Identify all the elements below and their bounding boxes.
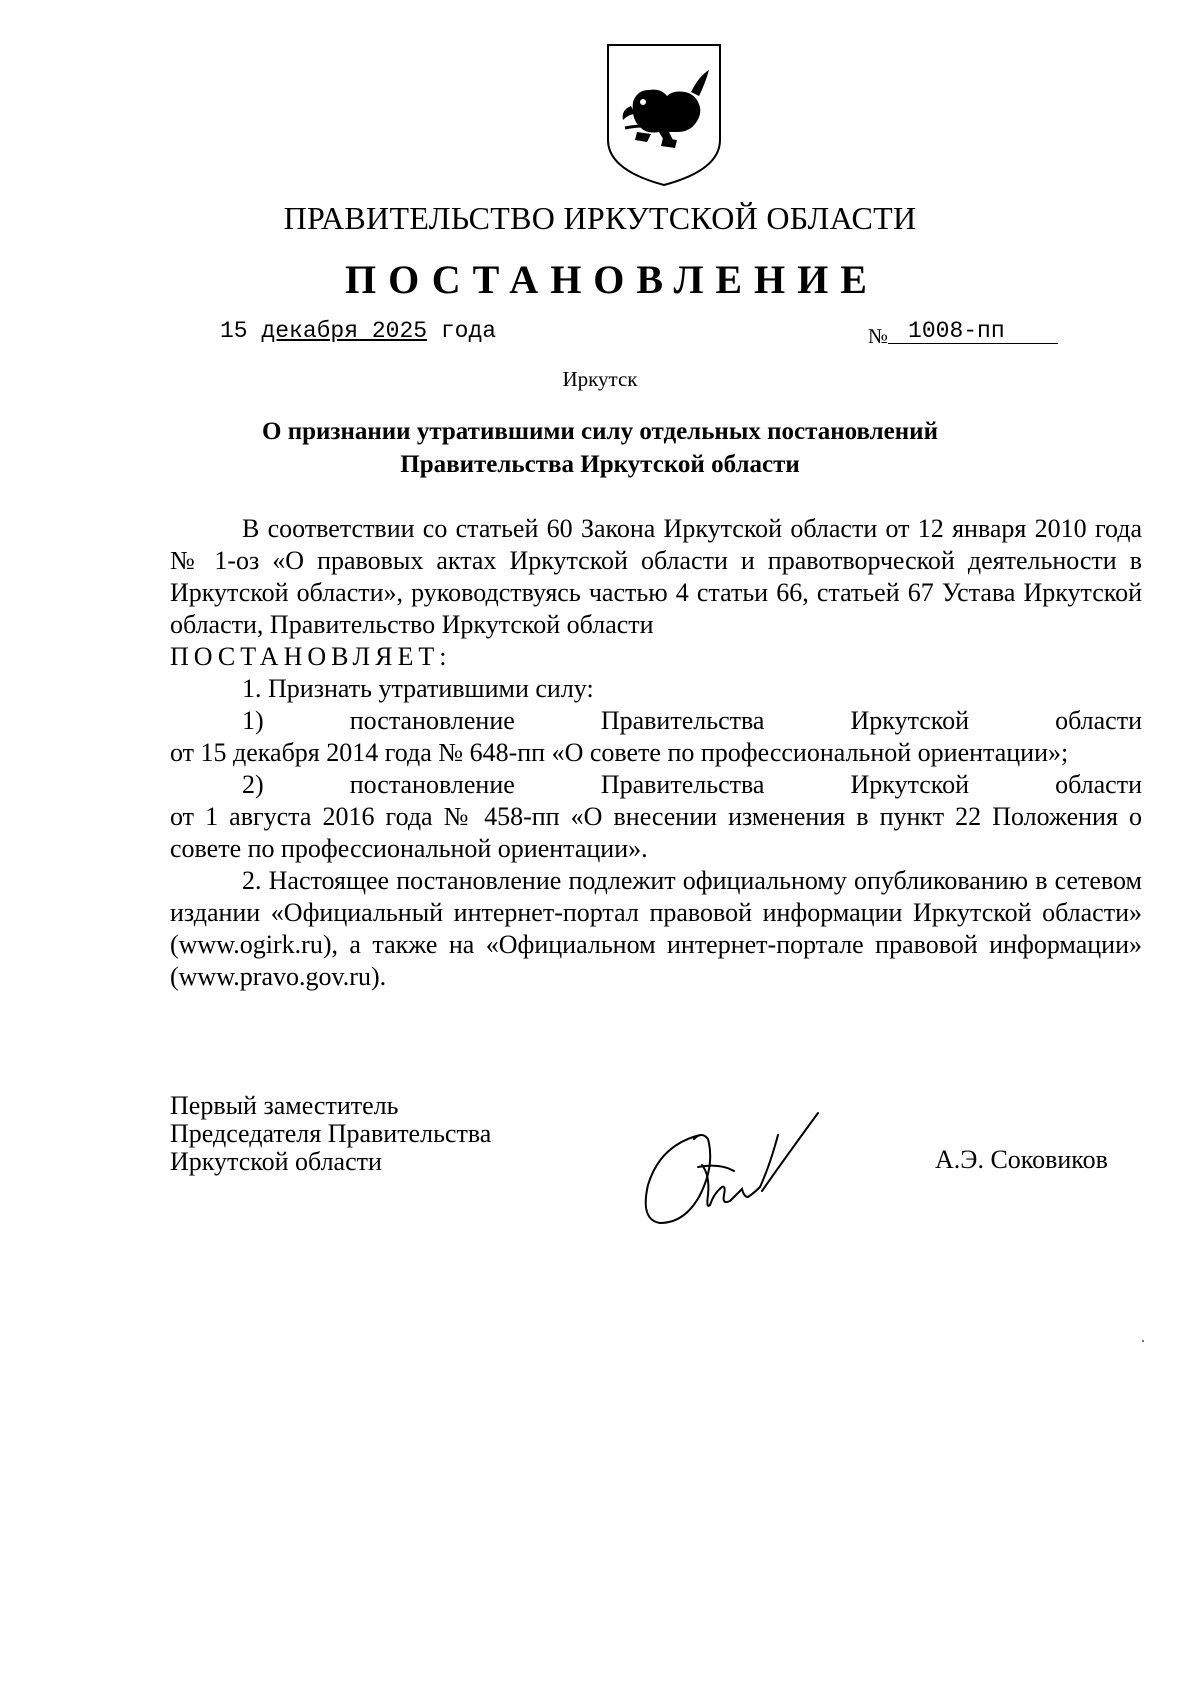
item-1-2-rest: от 1 августа 2016 года № 458-пп «О внесении изменения в пункт 22 Положения о совете по профессиональной ориентации». [170,802,1142,863]
item-2: 2. Настоящее постановление подлежит официальному опубликованию в сетевом издании «Официальный интернет-портал правовой информации Иркутской области» (www.ogirk.ru), а также на «Официальном интернет-портале правовой информации» (www.pravo.gov.ru). [170,866,1142,991]
signer-name: А.Э. Соковиков [935,1145,1108,1174]
item-1-1-rest: от 15 декабря 2014 года № 648-пп «О совете по профессиональной ориентации»; [170,738,1069,767]
document-title [0,415,1200,481]
document-date [220,318,496,344]
government-name: ПРАВИТЕЛЬСТВО ИРКУТСКОЙ ОБЛАСТИ [283,200,917,236]
document-type: ПОСТАНОВЛЕНИЕ [345,257,879,302]
item-1: 1. Признать утратившими силу: [242,674,594,703]
signer-position-line-1: Первый заместитель [170,1091,399,1120]
scan-speck [1142,1340,1144,1342]
title-line-1: О признании утратившими силу отдельных постановлений [262,418,938,445]
handwritten-signature-icon [630,1105,870,1235]
signer-position-line-2: Председателя Правительства [170,1119,492,1148]
number-value: 1008-пп [888,319,1058,344]
document-number [868,318,1058,348]
signer-position-line-3: Иркутской области [170,1147,382,1176]
title-line-2: Правительства Иркутской области [400,451,800,478]
coat-of-arms-icon [603,40,725,190]
preamble-paragraph: В соответствии со статьей 60 Закона Иркутской области от 12 января 2010 года № 1-оз «О правовых актах Иркутской области и правотворческой деятельности в Иркутской области», руководствуясь частью 4 статьи 66, статьей 67 Устава Иркутской области, Правительство Иркутской области [170,514,1142,639]
resolves-heading: ПОСТАНОВЛЯЕТ: [170,642,452,671]
number-sign: № [868,324,889,348]
date-day: 15 [220,318,248,344]
city: Иркутск [562,367,638,391]
item-1-1-lead: 1) постановление Правительства Иркутской области [242,706,1142,735]
date-suffix: года [440,318,497,344]
date-month-year: декабря 2025 [261,318,428,344]
signer-position [170,1092,491,1176]
document-body [170,513,1142,993]
item-1-2-lead: 2) постановление Правительства Иркутской области [242,770,1142,799]
